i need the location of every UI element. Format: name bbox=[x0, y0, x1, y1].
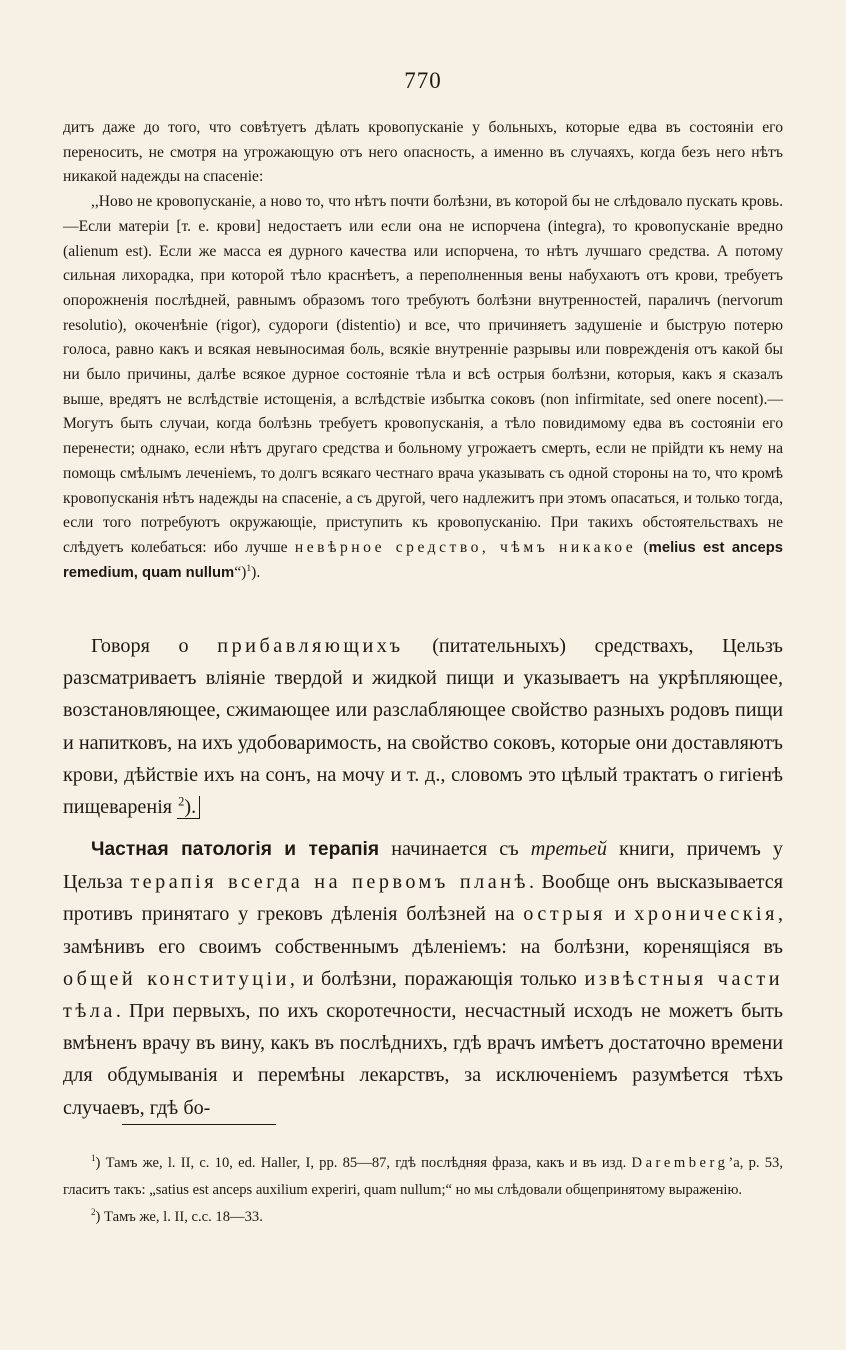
para3-text-4: и bbox=[605, 903, 635, 926]
para3-spaced-5: извѣстныя части тѣла bbox=[63, 967, 783, 1023]
quote-spaced-phrase: невѣрное средство, чѣмъ никакое bbox=[294, 538, 637, 556]
para3-spaced-3: хроническія bbox=[634, 903, 778, 926]
para3-text-3: . Вообще онъ высказывается противъ принятаго у грековъ дѣленія болѣзней на bbox=[63, 871, 783, 926]
footnote-ref-2-box[interactable] bbox=[177, 796, 200, 819]
paragraph-pathology bbox=[63, 833, 783, 1124]
footnote-1 bbox=[63, 1150, 783, 1204]
footnote-ref-1[interactable]: 1 bbox=[246, 562, 252, 574]
footnote-2-text: ) Тамъ же, l. II, c.c. 18—33. bbox=[95, 1209, 263, 1225]
footnote-divider bbox=[122, 1124, 276, 1125]
para3-spaced-4: общей конституціи bbox=[63, 967, 290, 990]
quote-paragraph bbox=[63, 190, 783, 585]
para2-intro: Говоря о bbox=[91, 635, 218, 657]
footnote-1-text-a: ) Тамъ же, l. II, c. 10, ed. Haller, I, pp. 85—87, гдѣ послѣдняя фраза, какъ и въ изд. bbox=[95, 1155, 632, 1171]
quote-latin-open: ( bbox=[636, 538, 649, 556]
footnotes bbox=[63, 1150, 783, 1231]
para2-end: ). bbox=[184, 796, 197, 819]
footnote-2 bbox=[63, 1204, 783, 1231]
section-heading: Частная патологія и терапія bbox=[91, 839, 380, 860]
para3-text-7: . При первыхъ, по ихъ скоротечности, несчастный исходъ не можетъ быть вмѣненъ врачу въ вину, какъ въ послѣднихъ, гдѣ врачъ имѣетъ достаточно времени для обдумыванія и перемѣны лекарствъ, за исключеніемъ разумѣется тѣхъ случаевъ, гдѣ бо- bbox=[63, 1000, 783, 1119]
quote-text: ,,Ново не кровопусканіе, а ново то, что нѣтъ почти болѣзни, въ которой бы не слѣдовало пускать кровь.—Если матеріи [т. е. крови] недостаетъ или если она не испорчена (integra), то кровопусканіе вредно (alienum est). Если же масса ея дурного качества или испорчена, то нѣтъ лучшаго средства. А потому сильная лихорадка, при которой тѣло краснѣетъ, а переполненныя вены набухаютъ отъ крови, требуетъ опорожненія послѣдней, равнымъ образомъ того требуютъ болѣзни внутренностей, параличъ (nervorum resolutio), окоченѣніе (rigor), судороги (distentio) и все, что причиняетъ задушеніе и быструю потерю голоса, равно какъ и всякая невыносимая боль, всякіе внутренніе разрывы или поврежденія отъ какой бы ни было причины, далѣе всякое дурное состояніе тѣла и всѣ острыя болѣзни, которыя, какъ я сказалъ выше, вредятъ не вслѣдствіе истощенія, а вслѣдствіе избытка соковъ (non infirmitate, sed onere nocent).—Могутъ быть случаи, когда болѣзнь требуетъ кровопусканія, а тѣло повидимому едва въ состояніи его перенести; однако, если нѣтъ другаго средства и больному угрожаетъ смерть, если не прійдти къ нему на помощь смѣлымъ леченіемъ, то долгъ всякаго честнаго врача указывать съ одной стороны на то, что кромѣ кровопусканія нѣтъ надежды на спасеніе, а съ другой, чего надлежитъ при этомъ опасаться, и только тогда, если того потребуютъ окружающіе, приступить къ кровопусканію. При такихъ обстоятельствахъ не слѣдуетъ колебаться: ибо лучше bbox=[63, 193, 783, 556]
page-number: 770 bbox=[404, 68, 442, 93]
footnote-2-mark: 2 bbox=[91, 1207, 96, 1218]
para3-text-6: , и болѣзни, поражающія только bbox=[289, 967, 585, 990]
para3-text-1: начинается съ bbox=[379, 838, 531, 860]
para3-text-2: книги, причемъ у Цельза bbox=[63, 838, 783, 894]
quote-latin-close: “) bbox=[234, 563, 247, 581]
footnote-ref-2[interactable]: 2 bbox=[178, 794, 185, 809]
quote-end: ). bbox=[251, 563, 261, 581]
para3-italic: третьей bbox=[530, 838, 607, 860]
para2-text: (питательныхъ) средствахъ, Цельзъ разсматриваетъ вліяніе твердой и жидкой пищи и указываетъ на укрѣпляющее, возстановляющее, сжимающее или разслабляющее свойство разныхъ родовъ пищи и напитковъ, на ихъ удобоваримость, на свойство соковъ, которые они доставляютъ крови, дѣйствіе ихъ на сонъ, на мочу и т. д., словомъ это цѣлый трактатъ о гигіенѣ пищеваренія bbox=[63, 635, 783, 819]
paragraph-intro: дитъ даже до того, что совѣтуетъ дѣлать кровопусканіе у больныхъ, которые едва въ состояніи его переносить, не смотря на угрожающую отъ него опасность, а именно въ случаяхъ, когда безъ него нѣтъ никакой надежды на спасеніе: bbox=[63, 119, 783, 186]
para3-text-5: , замѣнивъ его своимъ собственнымъ дѣленіемъ: на болѣзни, коренящіяся въ bbox=[63, 903, 783, 958]
footnote-1-name: Daremberg bbox=[631, 1155, 729, 1171]
para3-spaced-1: терапія всегда на первомъ планѣ bbox=[130, 871, 529, 894]
quote-latin-phrase: melius est anceps remedium, quam nullum bbox=[63, 539, 783, 581]
paragraph-nutrition bbox=[63, 630, 783, 823]
para2-spaced: прибавляющихъ bbox=[217, 635, 404, 657]
footnote-1-text-b: ’а, p. 53, гласитъ такъ: „satius est anceps auxilium experiri, quam nullum;“ но мы слѣдовали общепринятому выраженію. bbox=[63, 1155, 783, 1198]
footnote-1-mark: 1 bbox=[91, 1153, 96, 1164]
para3-spaced-2: острыя bbox=[523, 903, 606, 926]
body-text-small bbox=[63, 116, 783, 585]
